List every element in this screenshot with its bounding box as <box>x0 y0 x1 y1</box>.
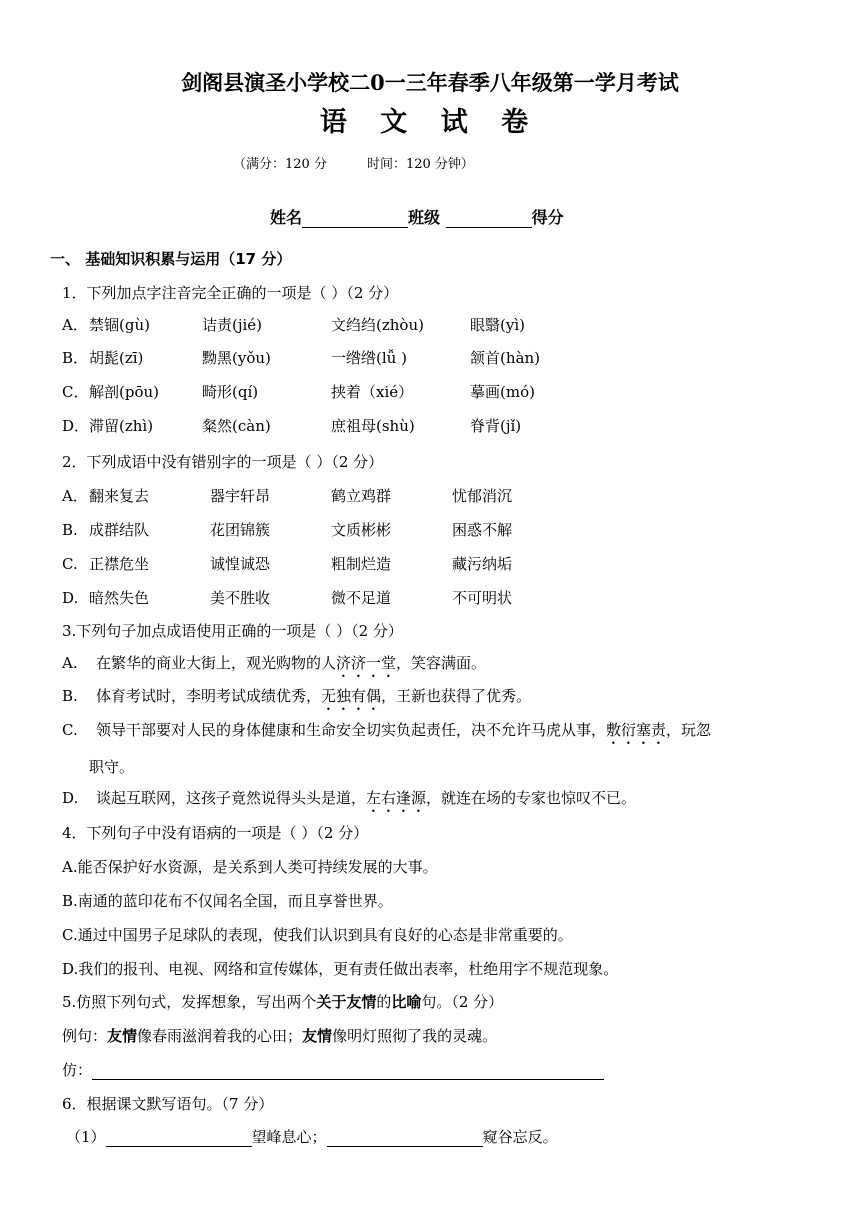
q6-stem: 6．根据课文默写语句。（7 分） <box>62 1095 274 1113</box>
option-label: D． <box>62 417 90 435</box>
option-item: 正襟危坐 <box>89 555 150 573</box>
option-item: 黝黑(yǒu) <box>202 349 271 367</box>
student-info-row <box>270 208 564 228</box>
q1-option-c <box>62 382 852 402</box>
q5-stem-text: 5.仿照下列句式，发挥想象，写出两个 <box>62 993 317 1011</box>
paper-title: 语 文 试 卷 <box>319 107 541 138</box>
option-item: 粗制烂造 <box>331 555 392 573</box>
q2-option-a <box>62 486 852 506</box>
option-text: ，玩忽 <box>666 721 712 739</box>
option-item: 眼翳(yì) <box>470 316 525 334</box>
option-item: 解剖(pōu) <box>89 383 159 401</box>
score-label: 得分 <box>531 208 564 227</box>
option-item: 挟着（xié） <box>331 383 414 401</box>
option-label: A． <box>62 316 88 334</box>
option-item: 一绺绺(lǚ ) <box>331 349 407 367</box>
q1-option-b <box>62 348 852 368</box>
option-item: 暗然失色 <box>89 589 150 607</box>
q5-stem <box>62 992 503 1012</box>
option-item: 粲然(càn) <box>202 417 271 435</box>
class-blank[interactable] <box>446 211 532 228</box>
q5-stem-bold: 比喻 <box>391 993 422 1011</box>
option-item: 诘责(jié) <box>202 316 263 334</box>
name-blank[interactable] <box>302 211 408 228</box>
option-item: 不可明状 <box>452 589 513 607</box>
exam-info <box>233 155 474 175</box>
example-text: 像明灯照彻了我的灵魂。 <box>332 1027 498 1045</box>
dotted-idiom: 左右逢源 <box>366 789 427 807</box>
q1-option-a <box>62 315 852 335</box>
dotted-idiom: 济济一堂 <box>336 654 397 672</box>
q3-option-d <box>62 788 636 816</box>
option-item: 畸形(qí) <box>202 383 259 401</box>
option-item: 器宇轩昂 <box>210 487 271 505</box>
q4-option-d: D.我们的报刊、电视、网络和宣传媒体，更有责任做出表率，杜绝用字不规范现象。 <box>62 960 619 978</box>
item-label: （1） <box>66 1128 106 1146</box>
full-score: （满分：120 分 <box>233 157 327 172</box>
option-item: 文质彬彬 <box>331 521 392 539</box>
option-item: 诚惶诚恐 <box>210 555 271 573</box>
q4-option-b: B.南通的蓝印花布不仅闻名全国，而且享誉世界。 <box>62 892 393 910</box>
answer-blank[interactable] <box>106 1130 252 1147</box>
option-label: C. <box>62 721 78 739</box>
option-item: 困惑不解 <box>452 521 513 539</box>
exam-time: 时间：120 分钟） <box>366 157 474 172</box>
option-item: 微不足道 <box>331 589 392 607</box>
option-item: 脊背(jǐ) <box>470 417 522 435</box>
name-label: 姓名 <box>270 208 303 227</box>
q1-stem: 1．下列加点字注音完全正确的一项是（ ）（2 分） <box>62 284 399 302</box>
option-item: 滞留(zhì) <box>89 417 154 435</box>
q5-example <box>62 1026 497 1046</box>
option-item: 成群结队 <box>89 521 150 539</box>
school-exam-title: 剑阁县演圣小学校二0一三年春季八年级第一学月考试 <box>181 70 679 95</box>
option-text: 体育考试时，李明考试成绩优秀， <box>96 687 322 705</box>
q5-imitate-row <box>62 1060 604 1080</box>
option-item: 美不胜收 <box>210 589 271 607</box>
q4-option-a: A.能否保护好水资源，是关系到人类可持续发展的大事。 <box>62 858 438 876</box>
imitate-label: 仿： <box>62 1061 93 1079</box>
class-label: 班级 <box>408 208 441 227</box>
q4-stem: 4．下列句子中没有语病的一项是（ ）（2 分） <box>62 824 369 842</box>
option-item: 忧郁消沉 <box>452 487 513 505</box>
option-label: B． <box>62 349 89 367</box>
q3-option-c <box>62 720 711 748</box>
q5-stem-text: 的 <box>376 993 392 1011</box>
q3-option-c-continuation: 职守。 <box>89 758 135 776</box>
q3-option-b <box>62 686 531 714</box>
example-bold: 友情 <box>107 1027 138 1045</box>
option-text: ，笑容满面。 <box>396 654 487 672</box>
option-item: 颔首(hàn) <box>470 349 540 367</box>
option-label: A. <box>62 654 78 672</box>
option-label: D. <box>62 589 79 607</box>
option-label: B. <box>62 521 78 539</box>
option-text: ，王新也获得了优秀。 <box>381 687 532 705</box>
option-label: A． <box>62 487 88 505</box>
item-text: 窥谷忘反。 <box>482 1128 558 1146</box>
q3-option-a <box>62 653 486 681</box>
option-label: D. <box>62 789 79 807</box>
answer-blank[interactable] <box>327 1130 483 1147</box>
q5-stem-bold: 关于友情 <box>316 993 377 1011</box>
q5-stem-text: 句。（2 分） <box>421 993 504 1011</box>
item-text: 望峰息心； <box>251 1128 327 1146</box>
option-label: C． <box>62 383 89 401</box>
option-item: 摹画(mó) <box>470 383 535 401</box>
option-item: 花团锦簇 <box>210 521 271 539</box>
imitate-answer-blank[interactable] <box>92 1063 604 1080</box>
q2-option-d <box>62 588 852 608</box>
option-item: 藏污纳垢 <box>452 555 513 573</box>
example-text: 像春雨滋润着我的心田； <box>137 1027 303 1045</box>
q3-stem: 3.下列句子加点成语使用正确的一项是（ ）（2 分） <box>62 622 403 640</box>
option-item: 禁锢(gù) <box>89 316 150 334</box>
q2-stem: 2．下列成语中没有错别字的一项是（ ）（2 分） <box>62 453 384 471</box>
option-text: 领导干部要对人民的身体健康和生命安全切实负起责任，决不允许马虎从事， <box>96 721 607 739</box>
option-item: 鹤立鸡群 <box>331 487 392 505</box>
option-item: 翻来复去 <box>89 487 150 505</box>
option-item: 庶祖母(shù) <box>331 417 415 435</box>
q2-option-c <box>62 554 852 574</box>
dotted-idiom: 无独有偶 <box>321 687 382 705</box>
option-item: 胡髭(zī) <box>89 349 144 367</box>
option-label: C. <box>62 555 78 573</box>
q1-option-d <box>62 416 852 436</box>
option-text: ，就连在场的专家也惊叹不已。 <box>426 789 637 807</box>
option-item: 文绉绉(zhòu) <box>331 316 424 334</box>
example-bold: 友情 <box>302 1027 333 1045</box>
q2-option-b <box>62 520 852 540</box>
option-label: B. <box>62 687 78 705</box>
dotted-idiom: 敷衍塞责 <box>606 721 667 739</box>
q4-option-c: C.通过中国男子足球队的表现，使我们认识到具有良好的心态是非常重要的。 <box>62 926 573 944</box>
option-text: 谈起互联网，这孩子竟然说得头头是道， <box>96 789 367 807</box>
q6-item1 <box>66 1127 558 1147</box>
example-label: 例句： <box>62 1027 108 1045</box>
option-text: 在繁华的商业大街上，观光购物的人 <box>96 654 337 672</box>
section1-heading: 一、 基础知识积累与运用（17 分） <box>50 250 292 268</box>
